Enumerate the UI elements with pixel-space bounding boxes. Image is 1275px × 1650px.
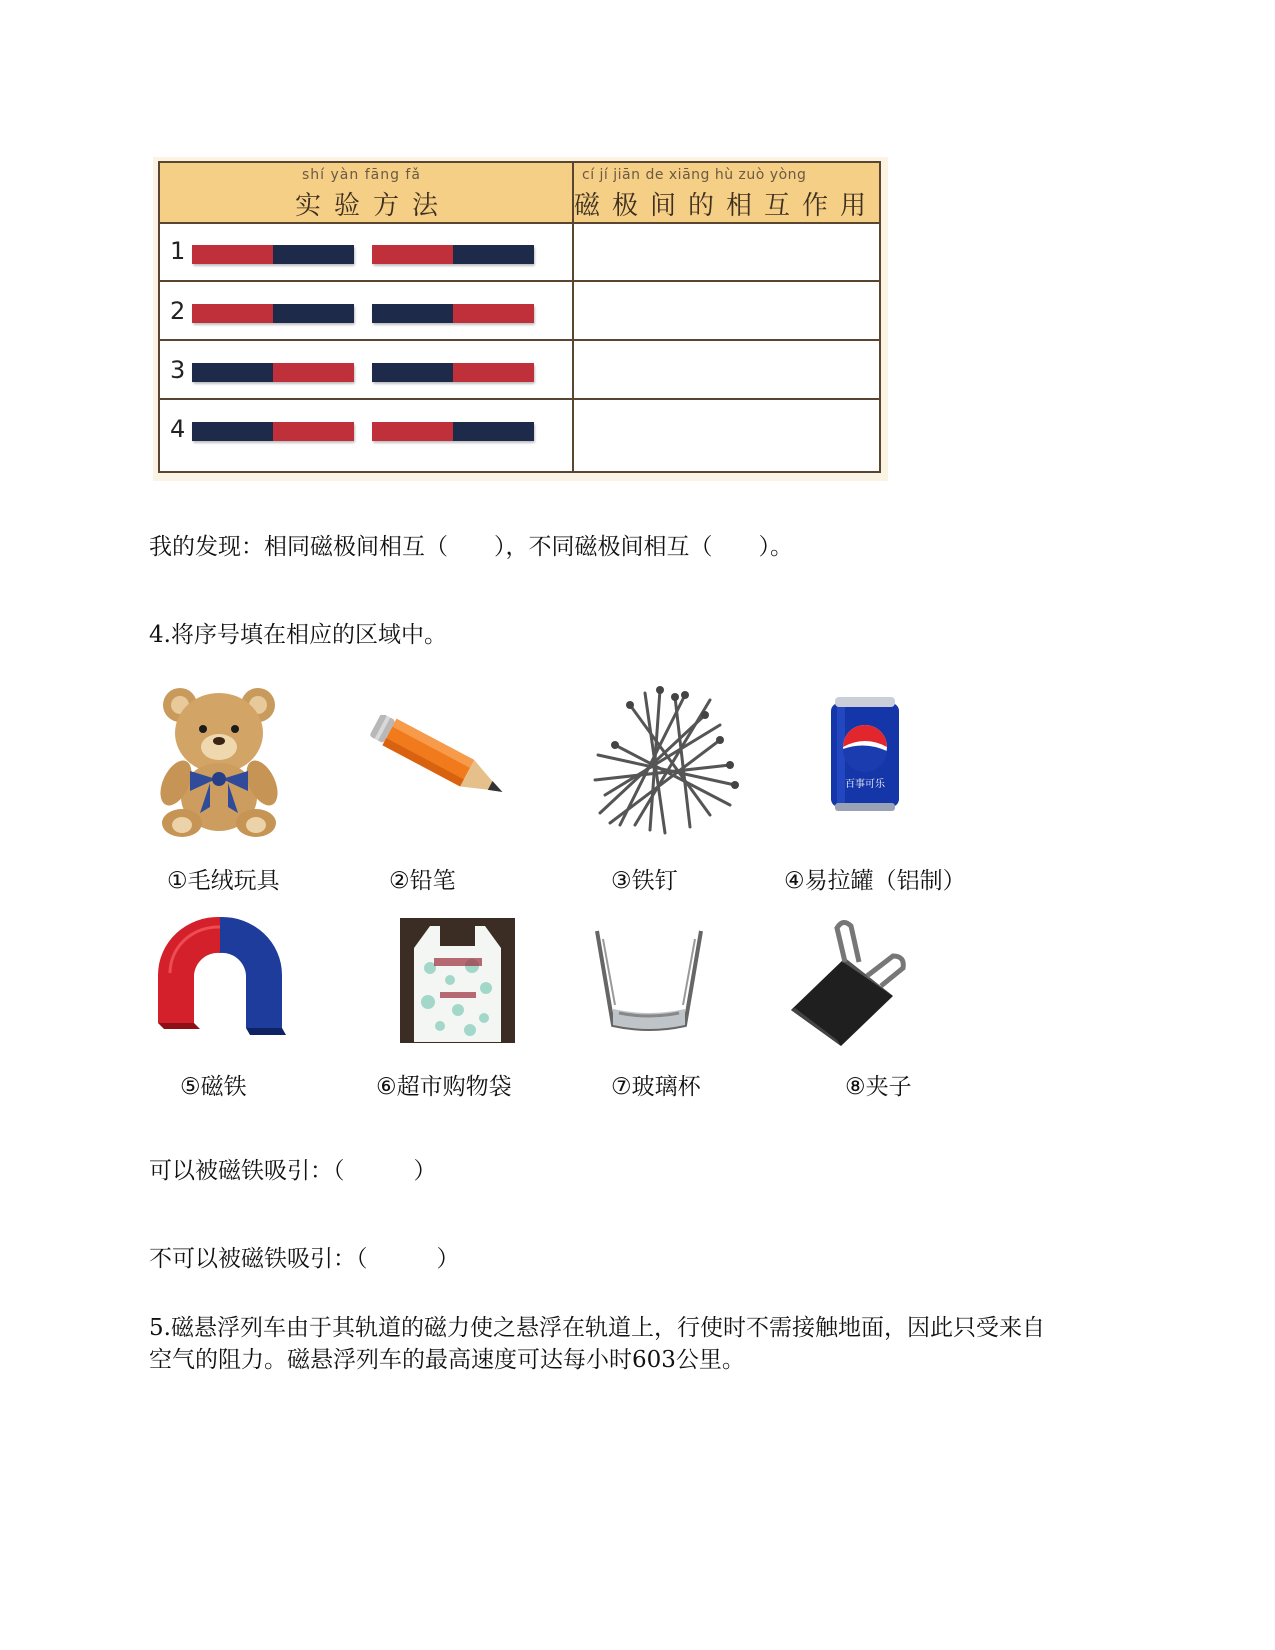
row-number: 3 [170, 356, 186, 384]
method-pinyin: shí yàn fāng fǎ [302, 167, 421, 183]
column-divider [572, 163, 574, 471]
item-label: ⑧夹子 [845, 1074, 912, 1100]
iron-nails-icon [590, 685, 740, 835]
table-header [160, 163, 879, 224]
table-frame [158, 161, 881, 473]
item-label: ①毛绒玩具 [167, 868, 280, 894]
row-number: 1 [170, 237, 186, 265]
pencil-icon [358, 715, 523, 815]
bar-magnet [372, 304, 534, 323]
row-divider [160, 339, 879, 341]
discovery-text: 我的发现：相同磁极间相互（ ），不同磁极间相互（ ）。 [149, 534, 793, 560]
teddy-bear-icon [150, 675, 290, 840]
result-cell[interactable] [580, 347, 870, 387]
glass-cup-icon [593, 925, 705, 1037]
method-header: 实验方法 [295, 191, 452, 221]
row-number: 2 [170, 297, 186, 325]
binder-clip-icon [785, 918, 915, 1048]
result-header: 磁极间的相互作用 [574, 191, 879, 221]
item-label: ⑦玻璃杯 [611, 1074, 701, 1100]
shopping-bag-icon [400, 918, 515, 1043]
result-cell[interactable] [580, 288, 870, 328]
question-5-line-1: 5.磁悬浮列车由于其轨道的磁力使之悬浮在轨道上，行使时不需接触地面，因此只受来自 [149, 1315, 1045, 1341]
svg-text:百事可乐: 百事可乐 [845, 779, 885, 790]
bar-magnet [192, 304, 354, 323]
item-label: ⑤磁铁 [180, 1074, 247, 1100]
magnet-experiment-table [153, 157, 888, 481]
result-cell[interactable] [580, 229, 870, 269]
question-5-line-2: 空气的阻力。磁悬浮列车的最高速度可达每小时603公里。 [149, 1347, 745, 1373]
bar-magnet [372, 422, 534, 441]
attracted-answer: 可以被磁铁吸引：（ ） [149, 1158, 437, 1184]
row-divider [160, 280, 879, 282]
bar-magnet [192, 245, 354, 264]
horseshoe-magnet-icon [150, 913, 290, 1043]
bar-magnet [192, 422, 354, 441]
item-label: ②铅笔 [389, 868, 456, 894]
item-label: ③铁钉 [611, 868, 678, 894]
bar-magnet [372, 363, 534, 382]
question-4-title: 4.将序号填在相应的区域中。 [149, 622, 447, 648]
bar-magnet [372, 245, 534, 264]
row-divider [160, 398, 879, 400]
item-label: ④易拉罐（铝制） [784, 868, 966, 894]
soda-can-icon [827, 695, 903, 813]
result-pinyin: cí jí jiān de xiāng hù zuò yòng [582, 167, 807, 183]
item-label: ⑥超市购物袋 [376, 1074, 512, 1100]
not-attracted-answer: 不可以被磁铁吸引：（ ） [149, 1246, 460, 1272]
bar-magnet [192, 363, 354, 382]
row-number: 4 [170, 415, 186, 443]
result-cell[interactable] [580, 406, 870, 446]
